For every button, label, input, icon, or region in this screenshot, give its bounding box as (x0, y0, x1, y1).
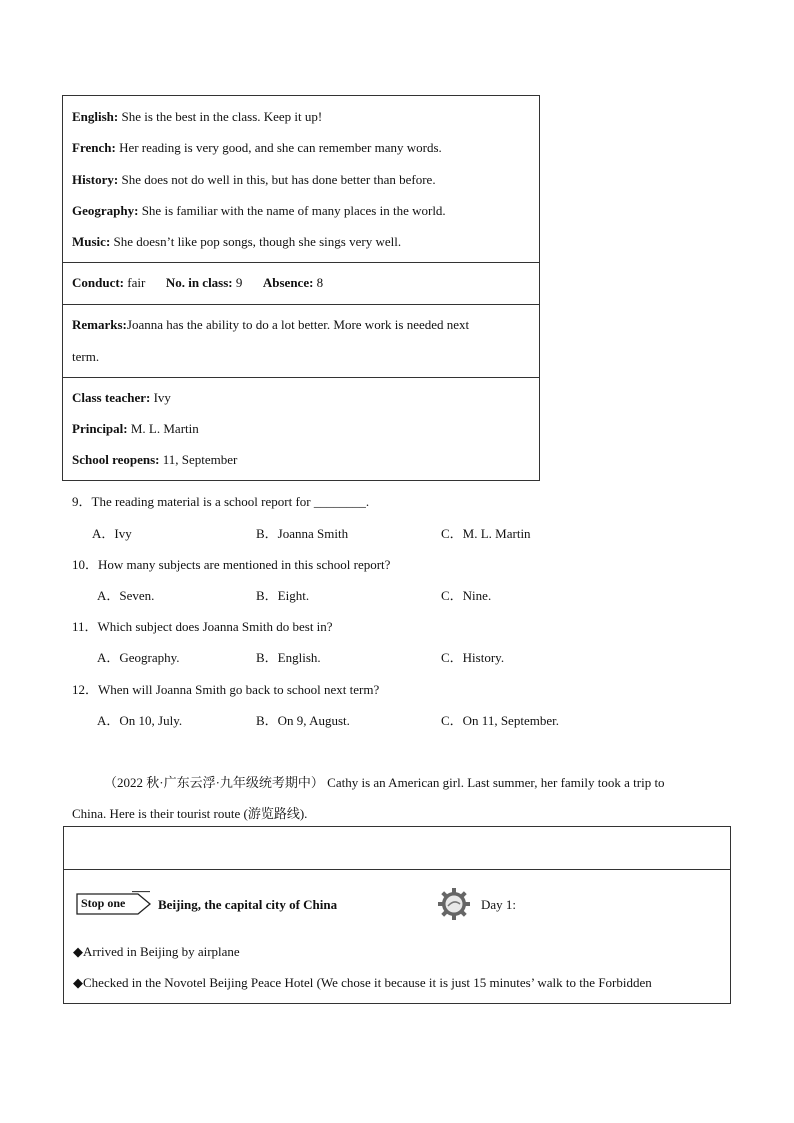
class-teacher-row (72, 390, 171, 406)
route-item: ◆Checked in the Novotel Beijing Peace Hotel (We chose it because it is just 15 minutes’ walk to the Forbidden (73, 975, 652, 990)
question-10: 10．How many subjects are mentioned in this school report? (72, 557, 391, 572)
remarks-section (63, 304, 539, 378)
principal-label: Principal: (72, 421, 128, 436)
school-reopens-value: 11, September (159, 452, 238, 467)
day-label: Day 1: (481, 897, 517, 912)
question-11-option-c[interactable]: C．History. (441, 650, 505, 665)
subject-row-geography (72, 203, 446, 219)
principal-value: M. L. Martin (127, 421, 199, 436)
subject-row-english (72, 109, 322, 125)
conduct-label: Conduct: (72, 275, 125, 290)
conduct-section (63, 262, 539, 305)
school-reopens-label: School reopens: (72, 452, 160, 467)
subject-comment: She does not do well in this, but has done better than before. (118, 172, 436, 187)
school-report-table (62, 95, 540, 481)
subject-row-music (72, 234, 401, 250)
subject-label: Geography: (72, 203, 139, 218)
question-12: 12．When will Joanna Smith go back to school next term? (72, 682, 380, 697)
stop-badge-label: Stop one (81, 896, 126, 910)
question-10-option-c[interactable]: C．Nine. (441, 588, 492, 603)
question-12-option-b[interactable]: B．On 9, August. (256, 713, 350, 728)
route-item: ◆Arrived in Beijing by airplane (73, 944, 240, 959)
class-teacher-value: Ivy (150, 390, 171, 405)
principal-row (72, 421, 199, 437)
absence-value: 8 (313, 275, 324, 290)
subject-comment: She is familiar with the name of many places in the world. (138, 203, 446, 218)
question-9: 9．The reading material is a school report for ________. (72, 494, 370, 509)
conduct-row (72, 275, 323, 291)
no-in-class-value: 9 (232, 275, 243, 290)
route-header-empty (64, 827, 730, 870)
remarks-label: Remarks: (72, 317, 127, 332)
subject-label: History: (72, 172, 119, 187)
subject-label: Music: (72, 234, 111, 249)
question-11-option-b[interactable]: B．English. (256, 650, 321, 665)
tourist-route-table (63, 826, 731, 1004)
class-teacher-label: Class teacher: (72, 390, 151, 405)
question-10-option-b[interactable]: B．Eight. (256, 588, 310, 603)
stop-one-arrow-badge (76, 891, 152, 915)
passage-intro-line-2: China. Here is their tourist route (游览路线). (72, 806, 308, 821)
school-reopens-row (72, 452, 237, 468)
question-12-option-a[interactable]: A．On 10, July. (97, 713, 183, 728)
subject-comment: She doesn’t like pop songs, though she sings very well. (110, 234, 402, 249)
question-12-option-c[interactable]: C．On 11, September. (441, 713, 559, 728)
subject-comment: She is the best in the class. Keep it up! (118, 109, 323, 124)
no-in-class-label: No. in class: (165, 275, 233, 290)
question-9-option-b[interactable]: B．Joanna Smith (256, 526, 349, 541)
question-11-option-a[interactable]: A．Geography. (97, 650, 180, 665)
subject-comment: Her reading is very good, and she can remember many words. (115, 140, 442, 155)
subjects-section (63, 96, 539, 263)
conduct-value: fair (124, 275, 146, 290)
passage-intro-line-1: （2022 秋·广东云浮·九年级统考期中） Cathy is an American girl. Last summer, her family took a trip to (104, 775, 665, 790)
subject-row-history (72, 172, 436, 188)
remarks-row (72, 317, 469, 333)
question-9-option-a[interactable]: A．Ivy (92, 526, 132, 541)
question-10-option-a[interactable]: A．Seven. (97, 588, 155, 603)
gear-icon (437, 887, 471, 921)
question-9-option-c[interactable]: C．M. L. Martin (441, 526, 531, 541)
remarks-continuation: term. (72, 349, 100, 364)
subject-label: English: (72, 109, 119, 124)
signatures-section (63, 377, 539, 481)
subject-row-french (72, 140, 442, 156)
absence-label: Absence: (262, 275, 314, 290)
question-11: 11．Which subject does Joanna Smith do best in? (72, 619, 333, 634)
stop-title: Beijing, the capital city of China (158, 897, 338, 912)
remarks-text: Joanna has the ability to do a lot better. More work is needed next (126, 317, 470, 332)
subject-label: French: (72, 140, 116, 155)
